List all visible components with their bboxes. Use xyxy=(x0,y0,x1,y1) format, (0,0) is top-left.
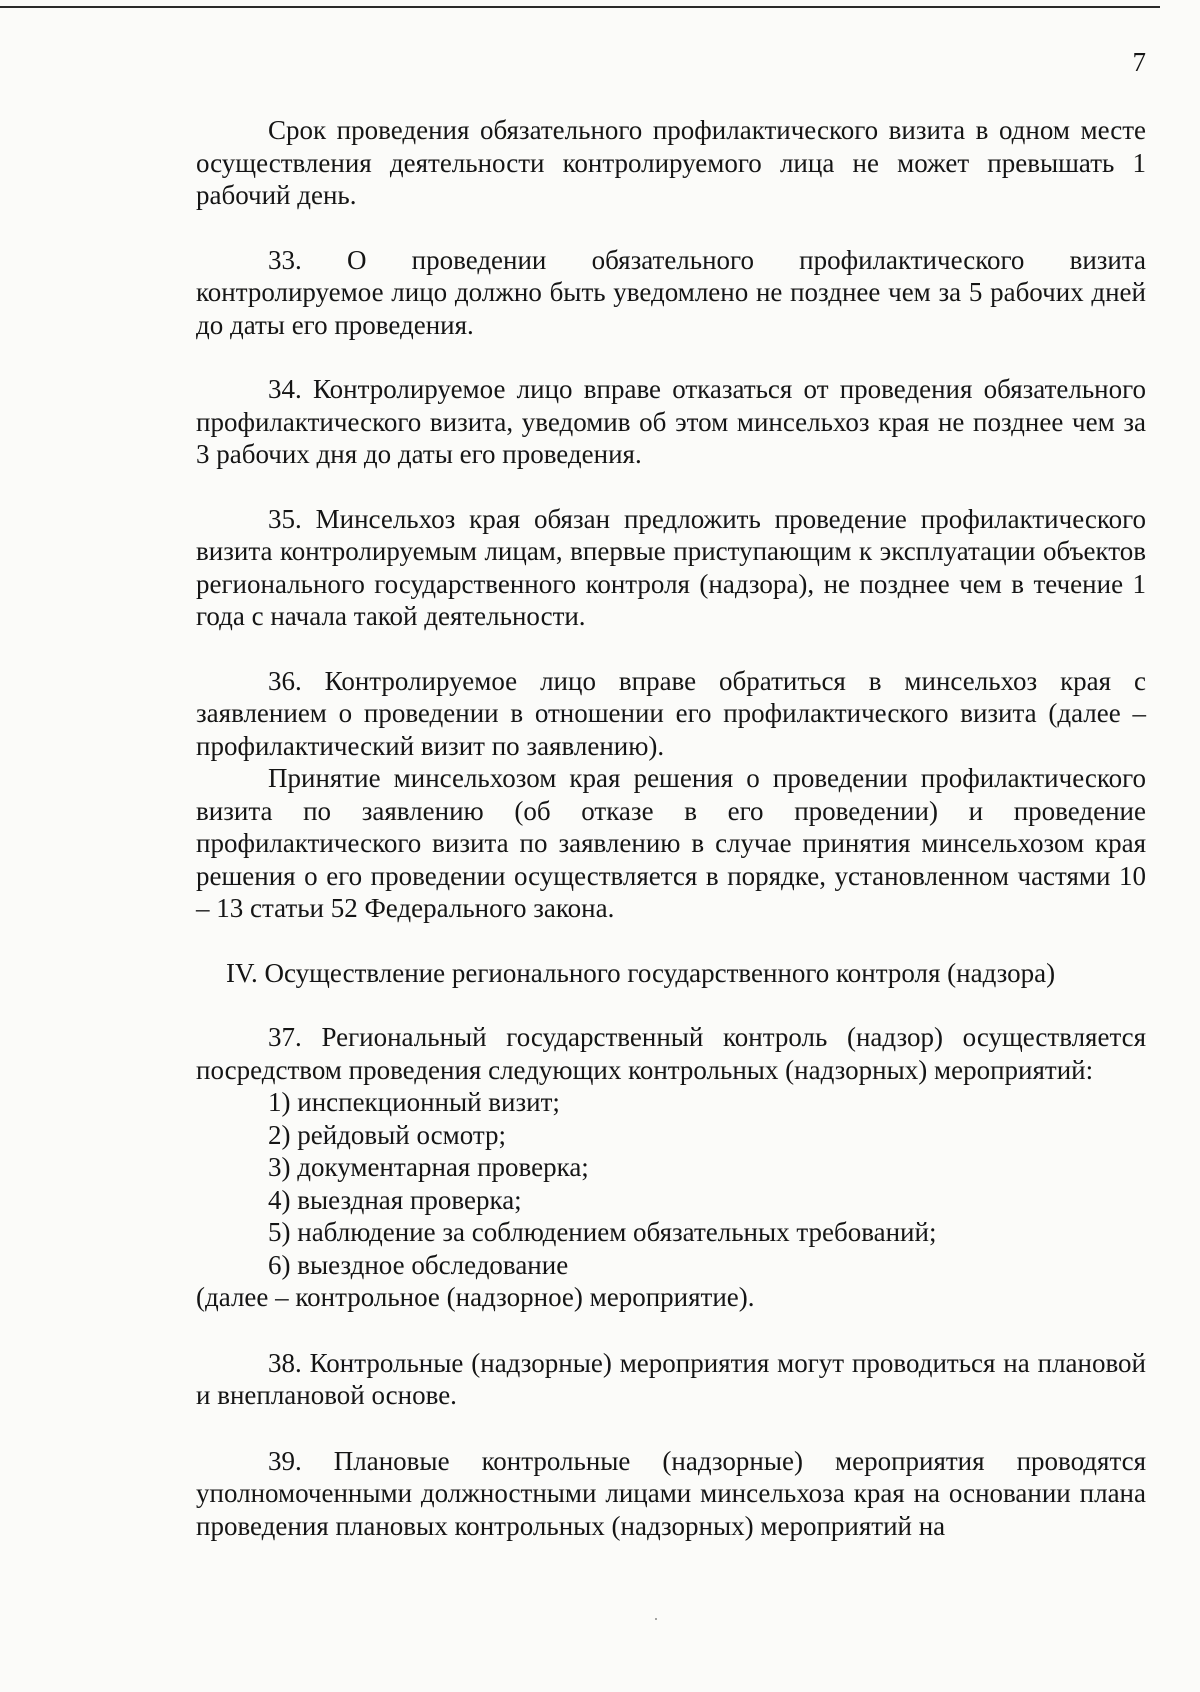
paragraph-34: 34. Контролируемое лицо вправе отказаться от проведения обязательного профилактического визита, уведомив об этом минсельхоз края не позднее чем за 3 рабочих дня до даты его проведения. xyxy=(196,374,1146,469)
paragraph-35: 35. Минсельхоз края обязан предложить проведение профилактического визита контролируемым лицам, впервые приступающим к эксплуатации объектов регионального государственного контроля (надзора), не позднее чем в течение 1 года с начала такой деятельности. xyxy=(196,503,1146,631)
paragraph-36: 36. Контролируемое лицо вправе обратиться в минсельхоз края с заявлением о проведении в отношении его профилактического визита (далее – профилактический визит по заявлению). xyxy=(196,665,1146,761)
paragraph-36-second: Принятие минсельхозом края решения о проведении профилактического визита по заявлению (об отказе в его проведении) и проведение профилактического визита по заявлению в случае принятия минсельхозом края решения о его проведении осуществляется в порядке, установленном частями 10 – 13 статьи 52 Федерального закона. xyxy=(196,763,1146,923)
paragraph-37: 37. Региональный государственный контроль (надзор) осуществляется посредством проведения следующих контрольных (надзорных) мероприятий: xyxy=(196,1022,1146,1085)
list-item: 2) рейдовый осмотр; xyxy=(268,1119,507,1150)
scan-speck xyxy=(655,1618,657,1620)
page-number: 7 xyxy=(1132,47,1146,77)
paragraph-37-tail: (далее – контрольное (надзорное) мероприятие). xyxy=(196,1282,755,1312)
list-item: 5) наблюдение за соблюдением обязательных требований; xyxy=(268,1217,937,1247)
paragraph-32-cont: Срок проведения обязательного профилактического визита в одном месте осуществления деятельности контролируемого лица не может превышать 1 рабочий день. xyxy=(196,115,1146,210)
list-item: 1) инспекционный визит; xyxy=(268,1087,560,1117)
list-item: 4) выездная проверка; xyxy=(268,1184,522,1215)
list-item: 6) выездное обследование xyxy=(268,1249,569,1280)
paragraph-33: 33. О проведении обязательного профилактического визита контролируемое лицо должно быть уведомлено не позднее чем за 5 рабочих дней до даты его проведения. xyxy=(196,244,1146,340)
list-item: 3) документарная проверка; xyxy=(268,1152,589,1182)
section-heading-iv: IV. Осуществление регионального государственного контроля (надзора) xyxy=(226,957,1056,988)
paragraph-39: 39. Плановые контрольные (надзорные) мероприятия проводятся уполномоченными должностными лицами минсельхоза края на основании плана проведения плановых контрольных (надзорных) мероприятий на xyxy=(196,1445,1146,1541)
document-page xyxy=(196,40,1146,1542)
paragraph-38: 38. Контрольные (надзорные) мероприятия могут проводиться на плановой и внеплановой основе. xyxy=(196,1347,1146,1410)
scan-top-border xyxy=(0,6,1160,8)
